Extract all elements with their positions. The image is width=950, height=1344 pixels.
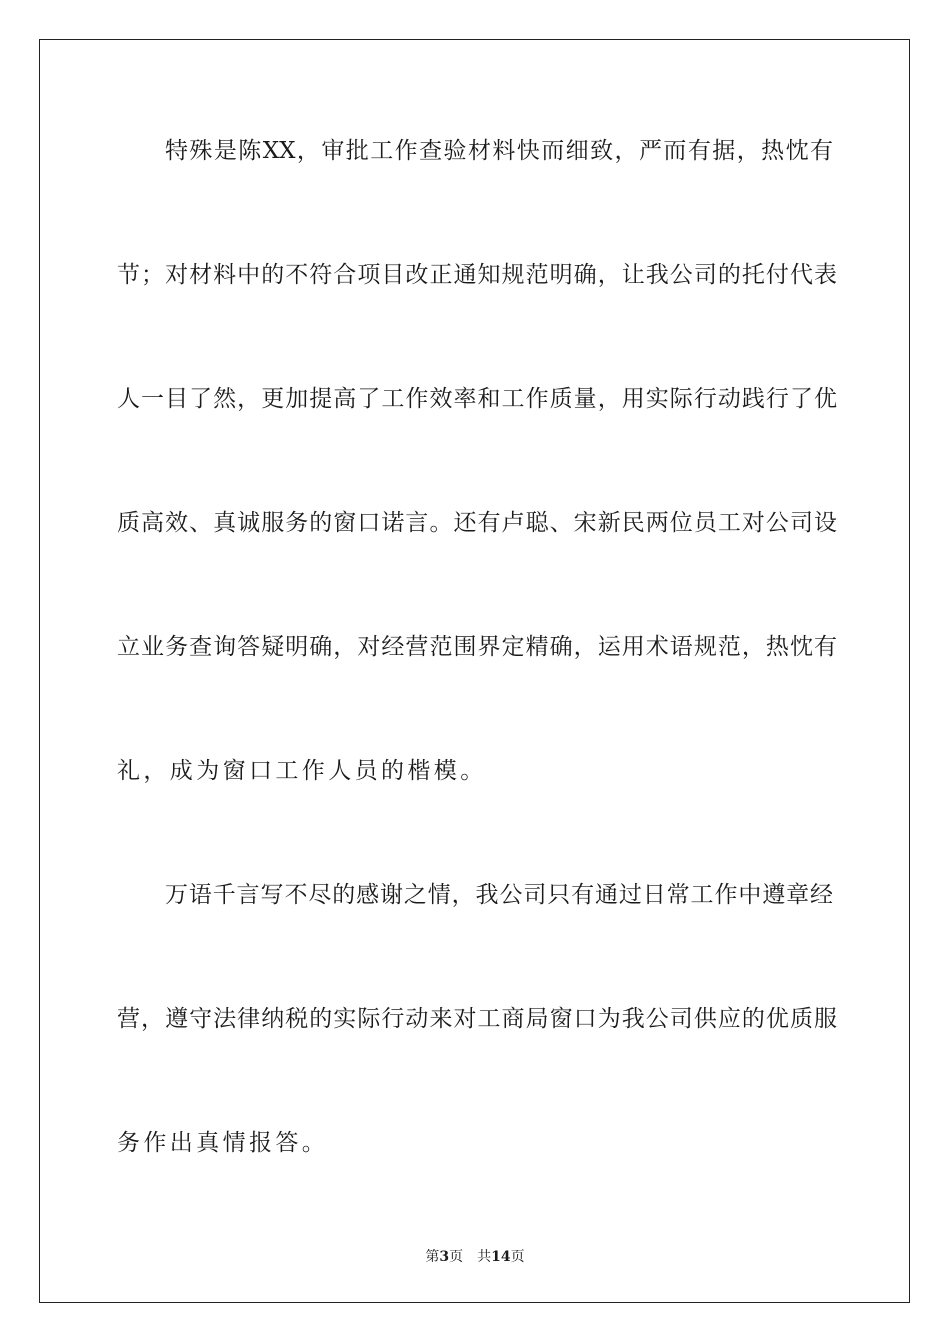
paragraph-1-line-1: 特殊是陈XX，审批工作查验材料快而细致，严而有据，热忱有 [165,138,833,164]
paragraph-2-line-3: 务作出真情报答。 [117,1130,329,1156]
page-prefix: 第 [425,1249,440,1265]
total-suffix: 页 [510,1249,525,1265]
paragraph-1-line-5: 立业务查询答疑明确，对经营范围界定精确，运用术语规范，热忱有 [117,634,837,660]
page-footer [0,1246,950,1268]
paragraph-1-line-2: 节；对材料中的不符合项目改正通知规范明确，让我公司的托付代表 [117,262,837,288]
page-frame [39,39,910,1303]
total-pages: 14 [491,1249,511,1265]
paragraph-1-line-4: 质高效、真诚服务的窗口诺言。还有卢聪、宋新民两位员工对公司设 [117,510,837,536]
paragraph-2-line-1: 万语千言写不尽的感谢之情，我公司只有通过日常工作中遵章经 [165,882,833,908]
page-number: 3 [439,1249,450,1265]
paragraph-1-line-6: 礼，成为窗口工作人员的楷模。 [117,758,487,784]
paragraph-2-line-2: 营，遵守法律纳税的实际行动来对工商局窗口为我公司供应的优质服 [117,1006,837,1032]
page-suffix: 页 [449,1249,464,1265]
total-prefix: 共 [477,1249,492,1265]
paragraph-1-line-3: 人一目了然，更加提高了工作效率和工作质量，用实际行动践行了优 [117,386,837,412]
